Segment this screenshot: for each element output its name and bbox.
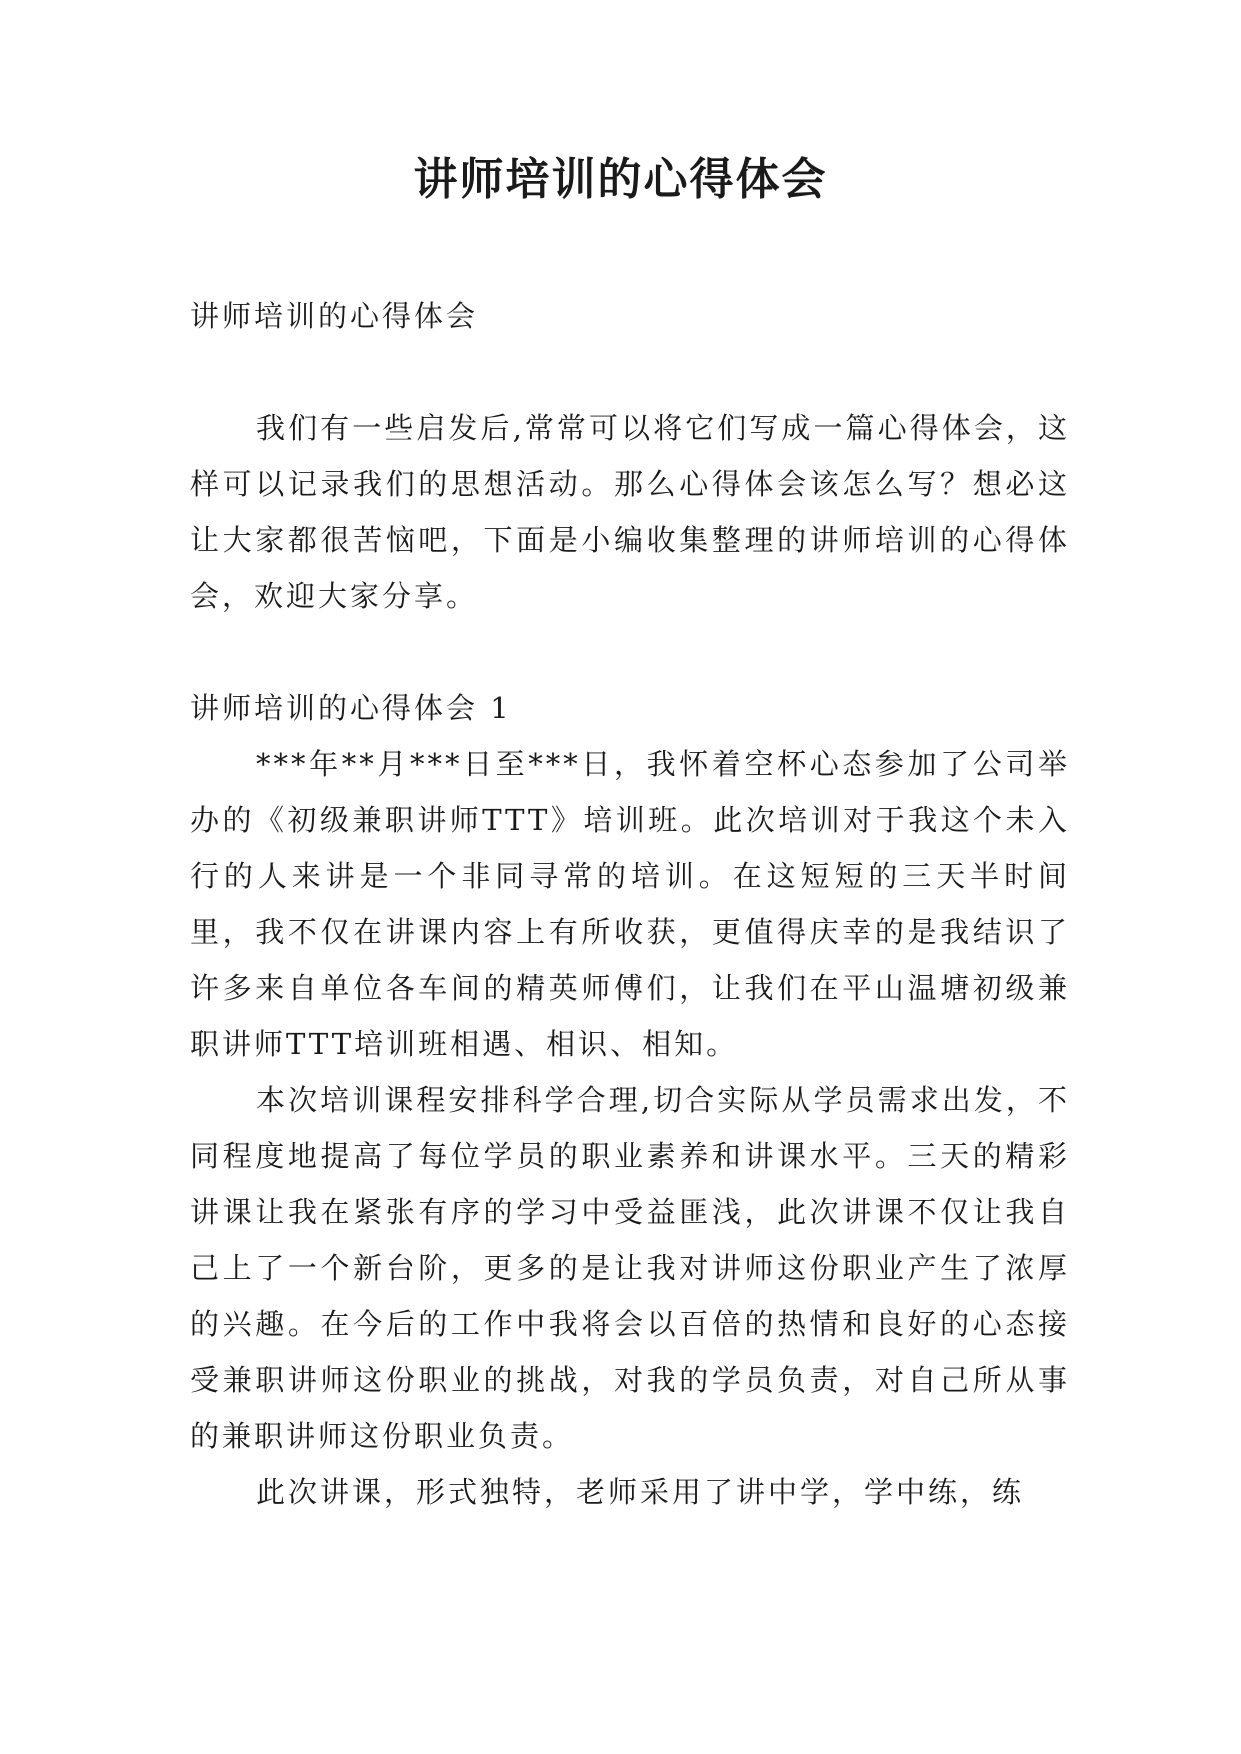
document-body [190,288,1070,1520]
intro-paragraph: 我们有一些启发后,常常可以将它们写成一篇心得体会，这样可以记录我们的思想活动。那么心得体会该怎么写？想必这让大家都很苦恼吧，下面是小编收集整理的讲师培训的心得体会，欢迎大家分享。 [190,411,1070,613]
section-heading: 讲师培训的心得体会 1 [190,691,512,725]
body-paragraph: ***年**月***日至***日，我怀着空杯心态参加了公司举办的《初级兼职讲师TTT》培训班。此次培训对于我这个未入行的人来讲是一个非同寻常的培训。在这短短的三天半时间里，我不仅在讲课内容上有所收获，更值得庆幸的是我结识了许多来自单位各车间的精英师傅们，让我们在平山温塘初级兼职讲师TTT培训班相遇、相识、相知。 [190,747,1070,1061]
document-title: 讲师培训的心得体会 [413,154,828,205]
spacer [190,344,1070,400]
body-paragraph: 本次培训课程安排科学合理,切合实际从学员需求出发，不同程度地提高了每位学员的职业素养和讲课水平。三天的精彩讲课让我在紧张有序的学习中受益匪浅，此次讲课不仅让我自己上了一个新台阶，更多的是让我对讲师这份职业产生了浓厚的兴趣。在今后的工作中我将会以百倍的热情和良好的心态接受兼职讲师这份职业的挑战，对我的学员负责，对自己所从事的兼职讲师这份职业负责。 [190,1083,1070,1453]
body-paragraph: 此次讲课，形式独特，老师采用了讲中学，学中练，练 [256,1475,1025,1509]
document-subtitle: 讲师培训的心得体会 [190,299,479,333]
spacer [190,624,1070,680]
